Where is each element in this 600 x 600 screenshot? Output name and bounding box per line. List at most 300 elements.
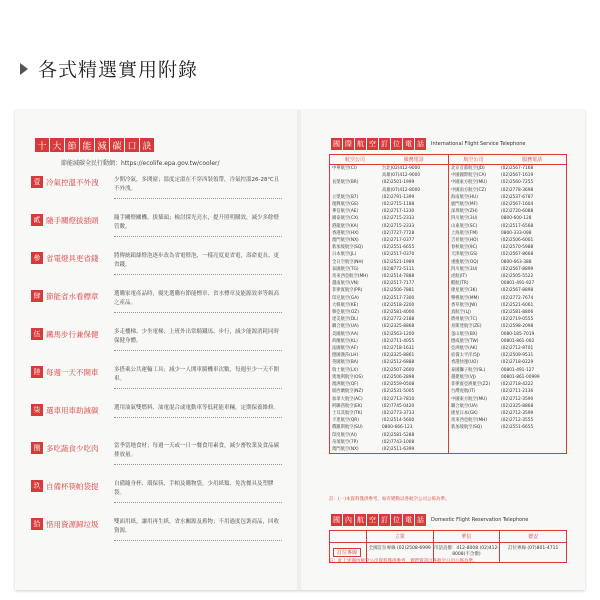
phone-number: (02)2581-5288 bbox=[382, 432, 415, 438]
phone-number: 台北(02)412-9000 bbox=[382, 166, 421, 171]
phone-number: (02)2505-5522 bbox=[501, 274, 534, 280]
airline-name: 俄羅斯航空(SU) bbox=[332, 425, 363, 431]
col-header-phone-2: 服務電話 bbox=[522, 157, 543, 163]
airline-name: 新加坡航空(SQ) bbox=[451, 425, 482, 431]
table-row bbox=[330, 223, 448, 230]
table-row bbox=[449, 273, 567, 280]
airline-name: 中華航空(CI) bbox=[332, 166, 357, 171]
airline-name: 澳門航空(NX) bbox=[332, 446, 359, 452]
airline-name: 菲律賓亞洲航空(Z2) bbox=[451, 382, 491, 388]
airline-name: 全日空航空(NH) bbox=[332, 259, 364, 265]
phone-number: (02)2507-2600 bbox=[382, 367, 415, 373]
right-page bbox=[301, 110, 585, 590]
right-page-title bbox=[331, 138, 526, 150]
phone-number: 00801-491-127 bbox=[501, 367, 535, 373]
airline-name: 達美航空(DL) bbox=[332, 317, 359, 323]
tip-item bbox=[31, 288, 285, 326]
airline-name: 台灣虎航(IT) bbox=[451, 389, 476, 395]
airline-name: 吉祥航空(HO) bbox=[451, 238, 479, 244]
table-row bbox=[330, 410, 448, 417]
phone-number: 0800-600-128 bbox=[501, 216, 532, 222]
domestic-header-row bbox=[330, 531, 566, 543]
col-header-phone: 服務電話 bbox=[403, 157, 424, 163]
airline-name: 紐西蘭航空(NZ) bbox=[332, 389, 363, 395]
table-row bbox=[449, 323, 567, 330]
title-char: 國 bbox=[333, 140, 340, 148]
airline-name: 中國南方航空(CZ) bbox=[451, 187, 487, 193]
table-row bbox=[330, 309, 448, 316]
table-row bbox=[449, 359, 567, 366]
domestic-title bbox=[331, 514, 528, 526]
triangle-bullet-icon bbox=[20, 63, 28, 75]
table-row bbox=[449, 237, 567, 244]
airline-name: 中國東方航空(MU) bbox=[451, 396, 487, 402]
table-row bbox=[330, 381, 448, 388]
table-row bbox=[330, 244, 448, 251]
phone-number: (02)2581-8806 bbox=[501, 310, 534, 316]
phone-number: (02)2720-6088 bbox=[501, 209, 534, 215]
airline-name: 大韓航空(KE) bbox=[332, 302, 359, 308]
table-row bbox=[449, 396, 567, 403]
airline-name: 越捷航空(VJ) bbox=[451, 374, 476, 380]
title-char: 電 bbox=[405, 516, 412, 524]
table-row bbox=[449, 338, 567, 345]
tip-number-badge: 壹 bbox=[31, 176, 43, 188]
tip-number-badge: 玖 bbox=[31, 480, 43, 492]
table-row bbox=[449, 215, 567, 222]
tip-number-badge: 拾 bbox=[31, 518, 43, 530]
airline-name: 聯合航空(UA) bbox=[332, 324, 359, 330]
table-row bbox=[330, 302, 448, 309]
tip-description: 隨手關燈關機、拔插頭；檢討採光亮水，提升照明購效，減少多餘燈管數。 bbox=[114, 214, 282, 237]
airline-name: 四川航空(3U) bbox=[451, 216, 478, 222]
phone-number: (02)2773-3733 bbox=[382, 410, 415, 416]
title-char: 訣 bbox=[140, 138, 154, 152]
table-row bbox=[330, 345, 448, 352]
table-row bbox=[449, 208, 567, 215]
tip-description: 少開冷氣，多開窗；溫度定溫在不穿西裝領帶，冷氣控溫26-28℃且不外洩。 bbox=[114, 176, 282, 199]
airline-name: 天津航空(GS) bbox=[451, 252, 478, 258]
phone-number: (02)7743-1008 bbox=[382, 439, 415, 445]
table-row bbox=[449, 302, 567, 309]
tip-number-badge: 貳 bbox=[31, 214, 43, 226]
phone-number: (02)2718-4222 bbox=[501, 382, 534, 388]
airline-name: 菲律賓航空(PR) bbox=[332, 288, 363, 294]
airline-name: 日本航空(JL) bbox=[332, 252, 357, 258]
airline-name: 華信航空(AE) bbox=[332, 209, 359, 215]
phone-number: (02)2514-5600 bbox=[382, 418, 415, 424]
phone-number: (02)2772-2188 bbox=[382, 317, 415, 323]
tip-number-badge: 伍 bbox=[31, 328, 43, 340]
tip-title: 節能省水看標章 bbox=[46, 292, 99, 301]
domestic-header-uni: 立榮 bbox=[366, 531, 433, 542]
table-row bbox=[449, 172, 567, 179]
tip-title: 自備杯筷帕袋提 bbox=[46, 482, 99, 491]
tip-title: 省電燈具更省錢 bbox=[46, 254, 99, 263]
table-row bbox=[449, 194, 567, 201]
table-row bbox=[449, 230, 567, 237]
table-row bbox=[330, 352, 448, 359]
airline-name: 深圳航空(ZH) bbox=[451, 209, 478, 215]
phone-number: (02)2514-7888 bbox=[382, 274, 415, 280]
phone-number: (02)2712-3555 bbox=[501, 418, 534, 424]
tip-number-badge: 陸 bbox=[31, 366, 43, 378]
phone-number: (02)2509-9531 bbox=[501, 353, 534, 359]
airline-name: 廈門航空(MF) bbox=[451, 202, 478, 208]
table-row bbox=[330, 374, 448, 381]
table-row bbox=[330, 266, 448, 273]
airline-name: 香港快運(UO) bbox=[451, 360, 479, 366]
left-page-title bbox=[35, 138, 154, 152]
phone-number: 高雄(07)412-9000 bbox=[382, 173, 421, 179]
phone-number: (02)2517-6568 bbox=[501, 223, 534, 229]
tip-title: 惜用資源歸垃圾 bbox=[46, 520, 99, 529]
tip-item bbox=[31, 440, 285, 478]
airline-name: 印度航空(AI) bbox=[332, 432, 357, 438]
table-row bbox=[449, 251, 567, 258]
airline-name: 上海航空(FM) bbox=[451, 230, 478, 236]
col-header-airline-2: 航空公司 bbox=[448, 155, 499, 164]
tip-title: 選車用車助減碳 bbox=[46, 406, 99, 415]
phone-number: (02)2718-1631 bbox=[382, 346, 415, 352]
table-row bbox=[330, 323, 448, 330]
phone-number: 0800-663-388 bbox=[501, 259, 532, 265]
title-char: 碳 bbox=[110, 138, 124, 152]
table-row bbox=[449, 352, 567, 359]
left-page-subtitle: 節能減碳全民行動網：https://ecolife.epa.gov.tw/cooler/ bbox=[61, 160, 220, 167]
tip-number-badge: 柒 bbox=[31, 404, 43, 416]
phone-number: (02)2567-8899 bbox=[501, 266, 534, 272]
table-row bbox=[449, 388, 567, 395]
phone-number: (02)2719-0555 bbox=[501, 317, 534, 323]
phone-number: 0800-666-123 bbox=[382, 425, 413, 431]
table-row bbox=[330, 432, 448, 439]
airline-name: 荷蘭航空(KL) bbox=[332, 338, 358, 344]
tip-number-badge: 捌 bbox=[31, 442, 43, 454]
phone-number: (02)2712-3599 bbox=[501, 410, 534, 416]
phone-number: (02)2581-4000 bbox=[382, 310, 415, 316]
title-char: 內 bbox=[345, 516, 352, 524]
title-char: 航 bbox=[357, 516, 364, 524]
title-char: 際 bbox=[345, 140, 352, 148]
phone-number: (02)2791-1399 bbox=[382, 194, 415, 200]
table-row bbox=[330, 338, 448, 345]
phone-number: (02)2325-8868 bbox=[382, 324, 415, 330]
airline-name: 中國東方航空(MU) bbox=[451, 180, 487, 186]
domestic-row-label: 訂位專線 bbox=[333, 548, 361, 557]
title-char: 十 bbox=[35, 138, 49, 152]
airline-name: 釜山航空(BX) bbox=[451, 331, 478, 337]
phone-number: 00801-861-00999 bbox=[501, 374, 540, 380]
table-row bbox=[330, 251, 448, 258]
tip-description: 多走樓梯、少坐電梯；上班外出常騎鐵馬、步行，減少能源消耗同時保健身體。 bbox=[114, 328, 282, 351]
tip-description: 當季當地食材；每週一天或一日一餐食用素食，減少畜牧業及食品碳排放量。 bbox=[114, 442, 282, 465]
phone-number: (02)2567-7168 bbox=[501, 166, 534, 171]
airline-name: 長榮航空(BR) bbox=[332, 180, 359, 186]
airline-name: 北京首都航空(JD) bbox=[451, 166, 485, 171]
title-char: 位 bbox=[393, 140, 400, 148]
table-row bbox=[330, 403, 448, 410]
book-spread bbox=[15, 110, 585, 590]
airline-name: 德威航空(TW) bbox=[451, 338, 479, 344]
table-row bbox=[330, 187, 448, 194]
title-char: 電 bbox=[405, 140, 412, 148]
table-row bbox=[330, 215, 448, 222]
domestic-header-daily: 德安 bbox=[499, 531, 566, 542]
phone-number: (02)2559-0508 bbox=[382, 382, 415, 388]
airline-name: 捷星航空(3K) bbox=[451, 288, 478, 294]
phone-number: (02)2718-0229 bbox=[501, 360, 534, 366]
airline-name: 越南航空(VN) bbox=[332, 281, 359, 287]
table-row bbox=[449, 417, 567, 424]
phone-number: (02)2517-7300 bbox=[382, 295, 415, 301]
title-char: 訂 bbox=[381, 140, 388, 148]
title-char: 節 bbox=[65, 138, 79, 152]
phone-number: (02)2531-5005 bbox=[382, 389, 415, 395]
title-char: 能 bbox=[80, 138, 94, 152]
phone-number: (02)2560-7255 bbox=[501, 180, 534, 186]
phone-number: (02)2715-2333 bbox=[382, 216, 415, 222]
tip-item bbox=[31, 402, 285, 440]
table-row bbox=[330, 165, 448, 172]
domestic-cell-daily: 訂位專線 (07)801-4711 bbox=[499, 543, 566, 562]
international-table bbox=[329, 154, 567, 454]
domestic-header-mandarin: 華信 bbox=[433, 531, 500, 542]
tip-title: 每週一天不開車 bbox=[46, 368, 99, 377]
title-english: International Flight Service Telephone bbox=[431, 141, 526, 147]
tip-item bbox=[31, 250, 285, 288]
airline-name: 聯合航空(UA) bbox=[451, 403, 478, 409]
tip-description: 雙面用紙，讓用再生紙，省水關源及舊物；不用過度包裝商品，回收資源。 bbox=[114, 518, 282, 541]
tip-title: 鐵馬步行兼保健 bbox=[46, 330, 99, 339]
table-row bbox=[330, 259, 448, 266]
phone-number: (02)2715-2333 bbox=[382, 223, 415, 229]
table-row bbox=[449, 331, 567, 338]
table-row bbox=[330, 194, 448, 201]
airline-name: 馬來西亞航空(MH) bbox=[451, 418, 488, 424]
phone-number: (02)2711-2136 bbox=[501, 389, 534, 395]
table-row bbox=[449, 309, 567, 316]
phone-number: (02)2712-8701 bbox=[501, 346, 534, 352]
title-char: 大 bbox=[50, 138, 64, 152]
phone-number: (02)2512-6888 bbox=[382, 360, 415, 366]
tip-description: 多搭乘公共運輸工具；減少一人開車騎機車次數，每週至少一天不開車。 bbox=[114, 366, 282, 389]
phone-number: (02)2717-0377 bbox=[382, 238, 415, 244]
title-char: 空 bbox=[369, 516, 376, 524]
table-row bbox=[449, 367, 567, 374]
table-row bbox=[330, 287, 448, 294]
phone-number: 0080-185-7019 bbox=[501, 331, 535, 337]
airline-name: 泰國獅子航空(SL) bbox=[451, 367, 486, 373]
airline-name: 國泰航空(CX) bbox=[332, 216, 359, 222]
table-row bbox=[330, 208, 448, 215]
tip-item bbox=[31, 364, 285, 402]
table-row bbox=[449, 295, 567, 302]
tip-title: 多吃蔬食少吃肉 bbox=[46, 444, 99, 453]
table-note: 註：(一)本資料僅供參考，如有變動以各航空公司公佈為準。 bbox=[329, 497, 450, 502]
airline-name: 重慶航空(OQ) bbox=[451, 259, 479, 265]
section-title: 各式精選實用附錄 bbox=[38, 59, 199, 81]
table-row bbox=[330, 179, 448, 186]
title-char: 航 bbox=[357, 140, 364, 148]
airline-name: 四川航空(3U) bbox=[451, 266, 478, 272]
phone-number: (02)2325-8868 bbox=[501, 403, 534, 409]
airline-name: 港龍航空(KA) bbox=[332, 223, 359, 229]
phone-number: (02)2506-6001 bbox=[501, 238, 534, 244]
phone-number: (02)2521-6061 bbox=[501, 302, 534, 308]
table-row bbox=[449, 316, 567, 323]
airline-name: 泰國航空(TG) bbox=[332, 266, 359, 272]
title-english: Domestic Flight Reservation Telephone bbox=[431, 517, 529, 523]
airline-name: 真航空(LJ) bbox=[451, 310, 471, 316]
phone-number: (02)2567-8898 bbox=[501, 288, 534, 294]
title-char: 話 bbox=[417, 516, 424, 524]
table-row bbox=[449, 266, 567, 273]
table-row bbox=[449, 187, 567, 194]
airline-name: 土耳其航空(TK) bbox=[332, 410, 363, 416]
airline-name bbox=[330, 172, 382, 179]
table-row bbox=[449, 244, 567, 251]
airline-name: 中國國際航空(CA) bbox=[451, 173, 487, 179]
airline-name: 春秋航空(9C) bbox=[451, 245, 478, 251]
airline-name: 阿聯酋航空(EK) bbox=[332, 403, 363, 409]
table-row bbox=[330, 331, 448, 338]
table-row bbox=[449, 424, 567, 431]
tip-item bbox=[31, 326, 285, 364]
phone-number: (02)2506-2898 bbox=[382, 374, 415, 380]
table-row bbox=[330, 446, 448, 453]
phone-number: (02)8772-5111 bbox=[382, 266, 415, 272]
phone-number: 高雄(07)412-8000 bbox=[382, 187, 421, 193]
tip-description: 自備隨身杯、環保筷、手帕及購物袋，少用紙類、免洗餐具及塑膠袋。 bbox=[114, 480, 282, 503]
title-char: 訂 bbox=[381, 516, 388, 524]
tip-number-badge: 肆 bbox=[31, 290, 43, 302]
title-char: 口 bbox=[125, 138, 139, 152]
table-row bbox=[330, 230, 448, 237]
airline-name: 捷星日本(GK) bbox=[451, 410, 478, 416]
col-header-airline: 航空公司 bbox=[344, 157, 365, 163]
table-column-right bbox=[448, 165, 567, 453]
title-char: 位 bbox=[393, 516, 400, 524]
left-page bbox=[15, 110, 297, 590]
domestic-header-blank bbox=[330, 531, 366, 542]
phone-number: 0800-333-098 bbox=[501, 230, 532, 236]
airline-name: 香港航空(HX) bbox=[332, 230, 359, 236]
table-header bbox=[330, 155, 566, 165]
airline-name: 馬來西亞航空(MH) bbox=[332, 274, 369, 280]
airline-name: 易斯達航空(ZE) bbox=[451, 324, 482, 330]
phone-number: (02)2567-8668 bbox=[501, 252, 534, 258]
domestic-note: 註：此上述國內航空公司資料僅供參考，實際資訊以各航空公司公佈為準。 bbox=[329, 559, 478, 564]
airline-name: 立榮航空(B7) bbox=[332, 194, 359, 200]
airline-name: 澳門航空(NX) bbox=[332, 238, 359, 244]
tip-title: 冷氣控溫不外洩 bbox=[46, 178, 99, 187]
phone-number: (02)2537-6787 bbox=[501, 194, 534, 200]
airline-name: 亞洲航空(AK) bbox=[451, 346, 478, 352]
section-header bbox=[20, 55, 198, 82]
table-row bbox=[449, 201, 567, 208]
phone-number: (02)2715-1188 bbox=[382, 202, 415, 208]
tip-item bbox=[31, 174, 285, 212]
phone-number: (02)2570-5988 bbox=[501, 245, 534, 251]
phone-number: (02)2712-3590 bbox=[501, 396, 534, 402]
title-char: 國 bbox=[333, 516, 340, 524]
airline-name: 帛琉航空(7P) bbox=[332, 439, 358, 445]
table-row bbox=[449, 179, 567, 186]
phone-number: (02)2518-2200 bbox=[382, 302, 415, 308]
title-char: 話 bbox=[417, 140, 424, 148]
phone-number: (02)2511-6399 bbox=[382, 446, 415, 452]
phone-number: (02)2325-8861 bbox=[382, 353, 415, 359]
airline-name: 濟州航空(7C) bbox=[451, 317, 478, 323]
airline-name: 虎航(IT) bbox=[451, 274, 467, 280]
airline-name: 瑞士航空(LX) bbox=[332, 367, 358, 373]
airline-name: 德國漢莎(LH) bbox=[332, 353, 359, 359]
airline-name: 卡達航空(QR) bbox=[332, 418, 359, 424]
phone-number: (02)2717-1230 bbox=[382, 209, 415, 215]
table-row bbox=[330, 388, 448, 395]
phone-number: (02)2551-6655 bbox=[501, 425, 534, 431]
table-column-left bbox=[330, 165, 448, 453]
tip-item bbox=[31, 478, 285, 516]
phone-number: (02)2711-4055 bbox=[382, 338, 415, 344]
airline-name: 酷航(TR) bbox=[451, 281, 469, 287]
title-char: 空 bbox=[369, 140, 376, 148]
phone-number: (02)2501-1999 bbox=[382, 180, 415, 186]
airline-name: 山東航空(SC) bbox=[451, 223, 478, 229]
phone-number: (02)2563-1200 bbox=[382, 331, 415, 337]
phone-number: (02)2778-3698 bbox=[501, 187, 534, 193]
table-row bbox=[330, 295, 448, 302]
phone-number: (02)2567-1604 bbox=[501, 202, 534, 208]
phone-number: (02)7727-7728 bbox=[382, 230, 415, 236]
table-row bbox=[449, 345, 567, 352]
airline-name: 宿霧太平洋(5J) bbox=[451, 353, 480, 359]
tips-list bbox=[31, 174, 285, 554]
airline-name: 美國航空(AA) bbox=[332, 331, 359, 337]
airline-name: 樂桃航空(MM) bbox=[451, 295, 479, 301]
domestic-cell-uni: 全國訂位專線 (02)2508-6999 bbox=[366, 543, 433, 562]
table-row bbox=[330, 367, 448, 374]
table-row bbox=[330, 316, 448, 323]
phone-number: (02)2521-1989 bbox=[382, 259, 415, 265]
table-row bbox=[330, 237, 448, 244]
airline-name: 海南航空(HU) bbox=[451, 194, 478, 200]
phone-number: 00801-861-002 bbox=[501, 338, 535, 344]
tip-item bbox=[31, 516, 285, 554]
airline-name: 韓亞航空(OZ) bbox=[332, 310, 359, 316]
airline-name: 法國航空(AF) bbox=[332, 346, 358, 352]
table-row bbox=[449, 374, 567, 381]
airline-name: 復興航空(GE) bbox=[332, 202, 359, 208]
airline-name: 香草航空(JW) bbox=[451, 302, 478, 308]
table-row bbox=[330, 359, 448, 366]
phone-number: (02)2517-7177 bbox=[382, 281, 415, 287]
phone-number: (02)2713-7810 bbox=[382, 396, 415, 402]
airline-name: 印尼航空(GA) bbox=[332, 295, 359, 301]
table-row bbox=[330, 280, 448, 287]
airline-name: 加拿大航空(AC) bbox=[332, 396, 363, 402]
phone-number: 00801-491-927 bbox=[501, 281, 535, 287]
tip-title: 隨手關燈拔插頭 bbox=[46, 216, 99, 225]
table-row bbox=[330, 172, 448, 179]
tip-number-badge: 參 bbox=[31, 252, 43, 264]
tip-description: 選用油氣雙燃料、油電混合或電動車等低耗能車輛，定期保養維修。 bbox=[114, 404, 282, 418]
table-row bbox=[449, 381, 567, 388]
airline-name: 澳洲航空(QF) bbox=[332, 382, 359, 388]
title-char: 減 bbox=[95, 138, 109, 152]
table-row bbox=[449, 259, 567, 266]
